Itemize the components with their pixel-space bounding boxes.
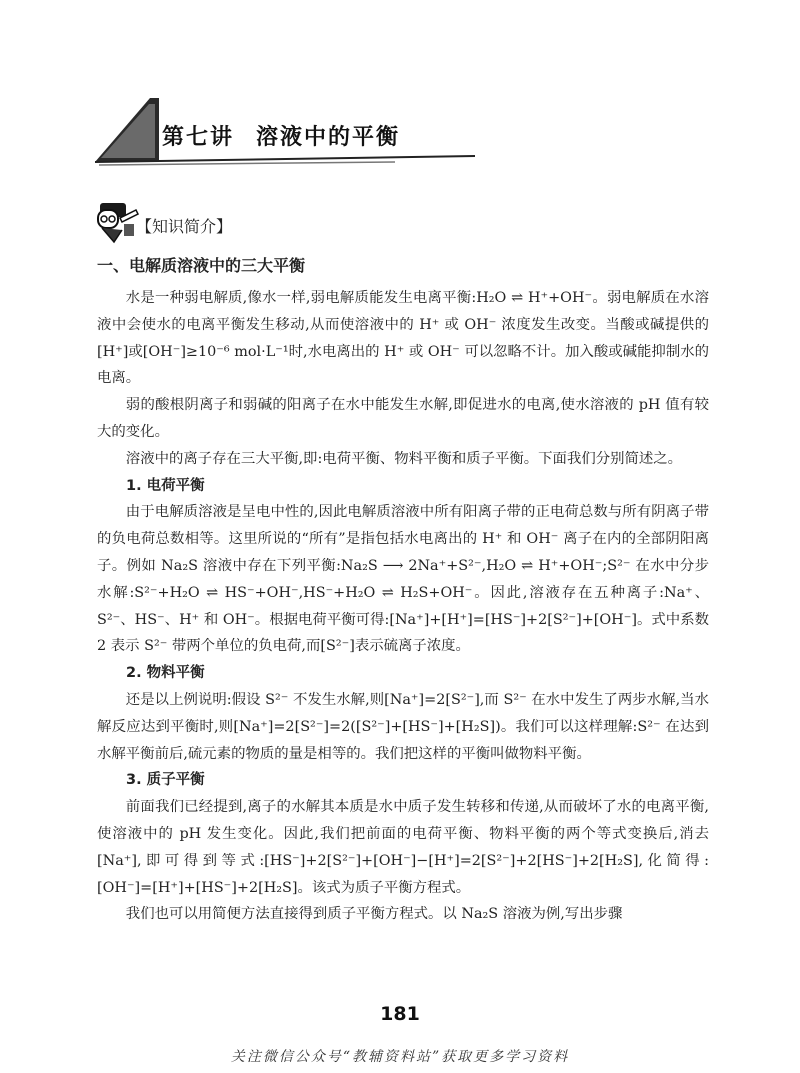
footer-note: 关注微信公众号“教辅资料站”获取更多学习资料	[230, 1049, 570, 1065]
subheading-proton-balance: 3. 质子平衡	[126, 772, 205, 789]
section-heading: 一、电解质溶液中的三大平衡	[97, 256, 306, 275]
subheading-material-balance: 2. 物料平衡	[126, 665, 205, 682]
paragraph-material-balance: 还是以上例说明:假设 S²⁻ 不发生水解,则[Na⁺]=2[S²⁻],而 S²⁻ 在水中发生了两步水解,当水解反应达到平衡时,则[Na⁺]=2[S²⁻]=2([S²⁻]+[HS⁻]+[H₂S])。我们可以这样理解:S²⁻ 在达到水解平衡前后,硫元素的物质的量是相等的。我们把这样的平衡叫做物料平衡。	[97, 691, 709, 762]
main-content	[97, 253, 709, 928]
paragraph-proton-balance: 前面我们已经提到,离子的水解其本质是水中质子发生转移和传递,从而破坏了水的电离平衡,使溶液中的 pH 发生变化。因此,我们把前面的电荷平衡、物料平衡的两个等式变换后,消去[Na⁺],即可得到等式:[HS⁻]+2[S²⁻]+[OH⁻]−[H⁺]=2[S²⁻]+2[HS⁻]+2[H₂S],化简得:[OH⁻]=[H⁺]+[HS⁻]+2[H₂S]。该式为质子平衡方程式。	[97, 799, 709, 896]
intro-label: 【知识简介】	[136, 217, 233, 236]
chapter-title	[162, 120, 400, 151]
paragraph-three-balances: 溶液中的离子存在三大平衡,即:电荷平衡、物料平衡和质子平衡。下面我们分别简述之。	[125, 450, 683, 467]
paragraph-charge-balance: 由于电解质溶液是呈电中性的,因此电解质溶液中所有阳离子带的正电荷总数与所有阴离子带的负电荷总数相等。这里所说的“所有”是指包括水电离出的 H⁺ 和 OH⁻ 离子在内的全部阴阳离子。例如 Na₂S 溶液中存在下列平衡:Na₂S ⟶ 2Na⁺+S²⁻,H₂O ⇌ H⁺+OH⁻;S²⁻ 在水中分步水解:S²⁻+H₂O ⇌ HS⁻+OH⁻,HS⁻+H₂O ⇌ H₂S+OH⁻。因此,溶液存在五种离子:Na⁺、S²⁻、HS⁻、H⁺ 和 OH⁻。根据电荷平衡可得:[Na⁺]+[H⁺]=[HS⁻]+2[S²⁻]+[OH⁻]。式中系数 2 表示 S²⁻ 带两个单位的负电荷,而[S²⁻]表示硫离子浓度。	[97, 504, 709, 655]
paragraph-water-ionization: 水是一种弱电解质,像水一样,弱电解质能发生电离平衡:H₂O ⇌ H⁺+OH⁻。弱电解质在水溶液中会使水的电离平衡发生移动,从而使溶液中的 H⁺ 或 OH⁻ 浓度发生改变。当酸或碱提供的[H⁺]或[OH⁻]≥10⁻⁶ mol·L⁻¹时,水电离出的 H⁺ 或 OH⁻ 可以忽略不计。加入酸或碱能抑制水的电离。	[97, 290, 709, 387]
chapter-number: 第七讲	[162, 125, 235, 150]
subheading-charge-balance: 1. 电荷平衡	[126, 477, 205, 494]
teacher-cartoon-icon	[96, 200, 140, 246]
page-number: 181	[380, 1003, 420, 1025]
chapter-name: 溶液中的平衡	[256, 125, 401, 150]
paragraph-proton-method: 我们也可以用简便方法直接得到质子平衡方程式。以 Na₂S 溶液为例,写出步骤	[125, 906, 623, 923]
paragraph-hydrolysis: 弱的酸根阴离子和弱碱的阳离子在水中能发生水解,即促进水的电离,使水溶液的 pH 值有较大的变化。	[97, 397, 709, 440]
